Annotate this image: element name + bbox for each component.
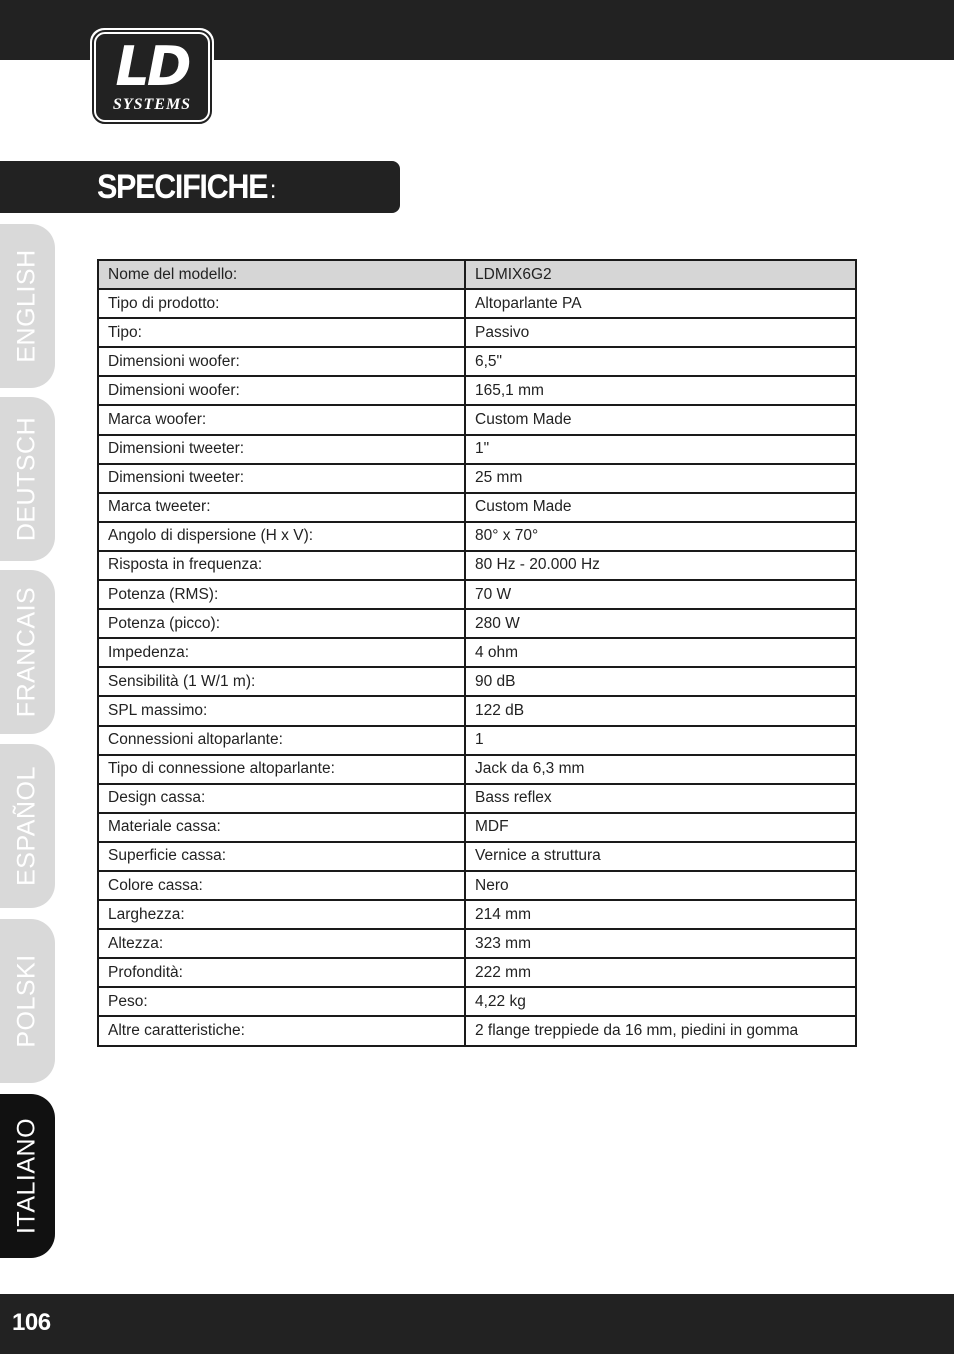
spec-value: 6,5" — [465, 347, 856, 376]
spec-value: 2 flange treppiede da 16 mm, piedini in gomma — [465, 1016, 856, 1045]
spec-label: Altre caratteristiche: — [98, 1016, 465, 1045]
lang-tab-label: ESPAÑOL — [12, 766, 41, 886]
spec-label: Dimensioni tweeter: — [98, 435, 465, 464]
spec-value: 4 ohm — [465, 638, 856, 667]
spec-value: LDMIX6G2 — [465, 260, 856, 289]
table-row — [98, 289, 856, 318]
spec-label: Colore cassa: — [98, 871, 465, 900]
spec-value: Nero — [465, 871, 856, 900]
spec-value: Bass reflex — [465, 784, 856, 813]
table-row — [98, 958, 856, 987]
spec-label: Angolo di dispersione (H x V): — [98, 522, 465, 551]
spec-label: Connessioni altoparlante: — [98, 726, 465, 755]
lang-tab-label: ENGLISH — [12, 249, 41, 363]
table-row — [98, 696, 856, 725]
spec-label: Superficie cassa: — [98, 842, 465, 871]
logo-badge — [94, 32, 210, 122]
spec-value: 80° x 70° — [465, 522, 856, 551]
lang-tab-english[interactable] — [0, 224, 55, 388]
lang-tab-deutsch[interactable] — [0, 397, 55, 561]
spec-table — [97, 259, 857, 1047]
lang-tab-italiano[interactable] — [0, 1094, 55, 1258]
lang-tab-francais[interactable] — [0, 570, 55, 734]
spec-label: Marca tweeter: — [98, 493, 465, 522]
table-row — [98, 638, 856, 667]
spec-label: Risposta in frequenza: — [98, 551, 465, 580]
spec-label: Dimensioni woofer: — [98, 376, 465, 405]
table-row — [98, 987, 856, 1016]
table-row — [98, 842, 856, 871]
spec-label: Altezza: — [98, 929, 465, 958]
spec-label: Dimensioni tweeter: — [98, 464, 465, 493]
spec-label: Larghezza: — [98, 900, 465, 929]
table-row — [98, 1016, 856, 1045]
spec-value: 1 — [465, 726, 856, 755]
spec-value: 323 mm — [465, 929, 856, 958]
table-row — [98, 871, 856, 900]
spec-value: 1" — [465, 435, 856, 464]
spec-value: Custom Made — [465, 493, 856, 522]
section-header — [0, 161, 400, 213]
table-row — [98, 784, 856, 813]
spec-label: Dimensioni woofer: — [98, 347, 465, 376]
spec-label: Tipo di connessione altoparlante: — [98, 755, 465, 784]
table-row — [98, 464, 856, 493]
spec-value: Jack da 6,3 mm — [465, 755, 856, 784]
spec-label: Tipo: — [98, 318, 465, 347]
spec-value: 90 dB — [465, 667, 856, 696]
table-row — [98, 813, 856, 842]
table-row — [98, 522, 856, 551]
spec-value: 214 mm — [465, 900, 856, 929]
table-row — [98, 260, 856, 289]
table-row — [98, 435, 856, 464]
spec-value: Altoparlante PA — [465, 289, 856, 318]
spec-label: SPL massimo: — [98, 696, 465, 725]
page-title-colon: : — [269, 174, 277, 204]
spec-value: Custom Made — [465, 405, 856, 434]
lang-tab-label: DEUTSCH — [12, 416, 41, 542]
spec-label: Profondità: — [98, 958, 465, 987]
lang-tab-label: POLSKI — [12, 954, 41, 1048]
table-row — [98, 493, 856, 522]
table-row — [98, 376, 856, 405]
spec-value: 70 W — [465, 580, 856, 609]
brand-logo — [90, 28, 214, 126]
spec-label: Materiale cassa: — [98, 813, 465, 842]
spec-value: 280 W — [465, 609, 856, 638]
spec-label: Tipo di prodotto: — [98, 289, 465, 318]
table-row — [98, 580, 856, 609]
page-title-text: SPECIFICHE — [97, 168, 268, 206]
spec-label: Peso: — [98, 987, 465, 1016]
spec-value: 222 mm — [465, 958, 856, 987]
table-row — [98, 318, 856, 347]
spec-value: 25 mm — [465, 464, 856, 493]
table-row — [98, 347, 856, 376]
table-row — [98, 667, 856, 696]
page-number: 106 — [12, 1309, 51, 1336]
table-row — [98, 405, 856, 434]
table-row — [98, 755, 856, 784]
table-row — [98, 726, 856, 755]
spec-label: Nome del modello: — [98, 260, 465, 289]
bottom-bar — [0, 1294, 954, 1354]
lang-tab-label: FRANCAIS — [12, 586, 41, 718]
spec-label: Impedenza: — [98, 638, 465, 667]
spec-value: 165,1 mm — [465, 376, 856, 405]
spec-value: Vernice a struttura — [465, 842, 856, 871]
table-row — [98, 900, 856, 929]
spec-value: Passivo — [465, 318, 856, 347]
logo-sub-text: SYSTEMS — [112, 96, 192, 113]
page-title — [97, 167, 276, 209]
lang-tab-espanol[interactable] — [0, 744, 55, 908]
spec-value: 80 Hz - 20.000 Hz — [465, 551, 856, 580]
spec-label: Potenza (RMS): — [98, 580, 465, 609]
spec-value: 122 dB — [465, 696, 856, 725]
spec-value: MDF — [465, 813, 856, 842]
table-row — [98, 929, 856, 958]
spec-label: Marca woofer: — [98, 405, 465, 434]
spec-value: 4,22 kg — [465, 987, 856, 1016]
lang-tab-label: ITALIANO — [12, 1117, 41, 1235]
spec-label: Sensibilità (1 W/1 m): — [98, 667, 465, 696]
table-row — [98, 551, 856, 580]
spec-label: Potenza (picco): — [98, 609, 465, 638]
spec-label: Design cassa: — [98, 784, 465, 813]
lang-tab-polski[interactable] — [0, 919, 55, 1083]
logo-main-text: LD — [115, 35, 189, 98]
table-row — [98, 609, 856, 638]
